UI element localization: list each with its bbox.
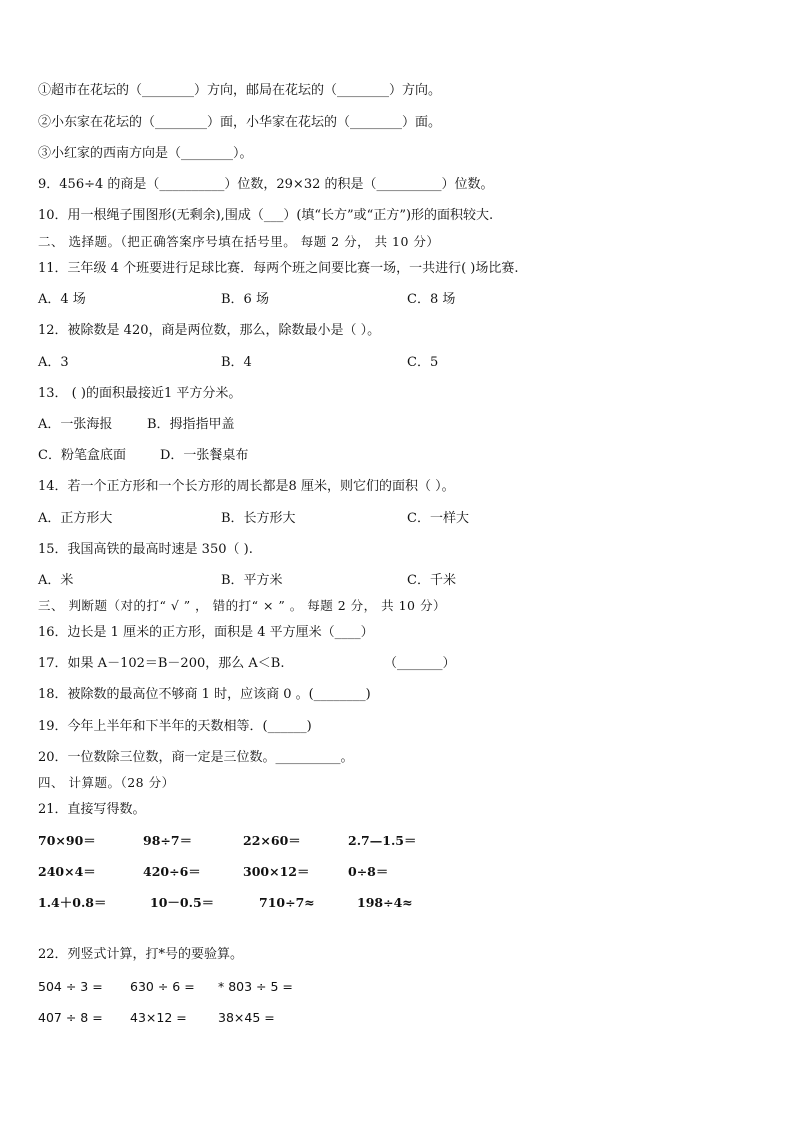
- question-21: 21．直接写得数。: [38, 802, 146, 817]
- q13-option-d: D．一张餐桌布: [160, 448, 249, 463]
- q14-option-a: A．正方形大: [38, 511, 113, 526]
- question-13: 13． ( )的面积最接近1 平方分米。: [38, 386, 242, 401]
- calc-item: 2.7—1.5＝: [348, 833, 417, 848]
- question-17-answer-blank: （_______）: [384, 656, 456, 671]
- q12-option-a: A．3: [38, 355, 69, 370]
- q12-option-c: C．5: [407, 355, 439, 370]
- vertical-calc-item: 407 ÷ 8 =: [38, 1010, 103, 1025]
- q14-option-c: C．一样大: [407, 511, 469, 526]
- q12-option-b: B．4: [221, 355, 252, 370]
- q11-option-b: B．6 场: [221, 292, 269, 307]
- calc-item: 0÷8＝: [348, 864, 389, 879]
- question-22: 22．列竖式计算，打*号的要验算。: [38, 947, 244, 962]
- section-4-heading: 四、 计算题。（28 分）: [38, 775, 175, 790]
- question-20: 20．一位数除三位数，商一定是三位数。__________。: [38, 750, 354, 765]
- section-3-heading: 三、 判断题（对的打“ √ ” ， 错的打“ × ” 。 每题 2 分， 共 10 分）: [38, 598, 446, 613]
- vertical-calc-item: 43×12 =: [130, 1010, 187, 1025]
- q14-option-b: B．长方形大: [221, 511, 296, 526]
- calc-item: 300×12＝: [243, 864, 310, 879]
- direction-question-2: ②小东家在花坛的（________）面，小华家在花坛的（________）面。: [38, 115, 442, 130]
- q13-option-a: A．一张海报: [38, 417, 113, 432]
- direction-question-1: ①超市在花坛的（________）方向，邮局在花坛的（________）方向。: [38, 83, 442, 98]
- calc-item: 22×60＝: [243, 833, 301, 848]
- vertical-calc-item: 630 ÷ 6 =: [130, 979, 195, 994]
- calc-item: 420÷6＝: [143, 864, 201, 879]
- vertical-calc-item: * 803 ÷ 5 =: [218, 979, 293, 994]
- question-19: 19．今年上半年和下半年的天数相等．(______): [38, 719, 312, 734]
- vertical-calc-item: 504 ÷ 3 =: [38, 979, 103, 994]
- calc-item: 710÷7≈: [259, 895, 315, 910]
- q13-option-b: B．拇指指甲盖: [147, 417, 235, 432]
- question-18: 18．被除数的最高位不够商 1 时，应该商 0 。(________): [38, 687, 371, 702]
- calc-item: 98÷7＝: [143, 833, 193, 848]
- q15-option-a: A．米: [38, 573, 74, 588]
- q11-option-c: C．8 场: [407, 292, 456, 307]
- question-17: 17．如果 A－102＝B－200，那么 A＜B.: [38, 656, 285, 671]
- question-14: 14．若一个正方形和一个长方形的周长都是8 厘米，则它们的面积（ ）。: [38, 479, 455, 494]
- q15-option-c: C．千米: [407, 573, 456, 588]
- q11-option-a: A．4 场: [38, 292, 86, 307]
- calc-item: 10－0.5＝: [150, 895, 215, 910]
- question-10: 10．用一根绳子围图形(无剩余),围成（___）(填“长方”或“正方”)形的面积较大.: [38, 208, 494, 223]
- calc-item: 198÷4≈: [357, 895, 413, 910]
- calc-item: 1.4＋0.8＝: [38, 895, 107, 910]
- question-16: 16．边长是 1 厘米的正方形，面积是 4 平方厘米（____）: [38, 625, 374, 640]
- q13-option-c: C．粉笔盒底面: [38, 448, 126, 463]
- calc-item: 70×90＝: [38, 833, 96, 848]
- vertical-calc-item: 38×45 =: [218, 1010, 275, 1025]
- question-12: 12．被除数是 420，商是两位数，那么，除数最小是（ ）。: [38, 323, 381, 338]
- question-11: 11．三年级 4 个班要进行足球比赛．每两个班之间要比赛一场，一共进行( )场比赛.: [38, 261, 519, 276]
- section-2-heading: 二、 选择题。（把正确答案序号填在括号里。 每题 2 分， 共 10 分）: [38, 234, 440, 249]
- question-9: 9．456÷4 的商是（__________）位数，29×32 的积是（__________）位数。: [38, 177, 494, 192]
- question-15: 15．我国高铁的最高时速是 350（ ).: [38, 542, 253, 557]
- q15-option-b: B．平方米: [221, 573, 283, 588]
- direction-question-3: ③小红家的西南方向是（________）。: [38, 146, 253, 161]
- calc-item: 240×4＝: [38, 864, 96, 879]
